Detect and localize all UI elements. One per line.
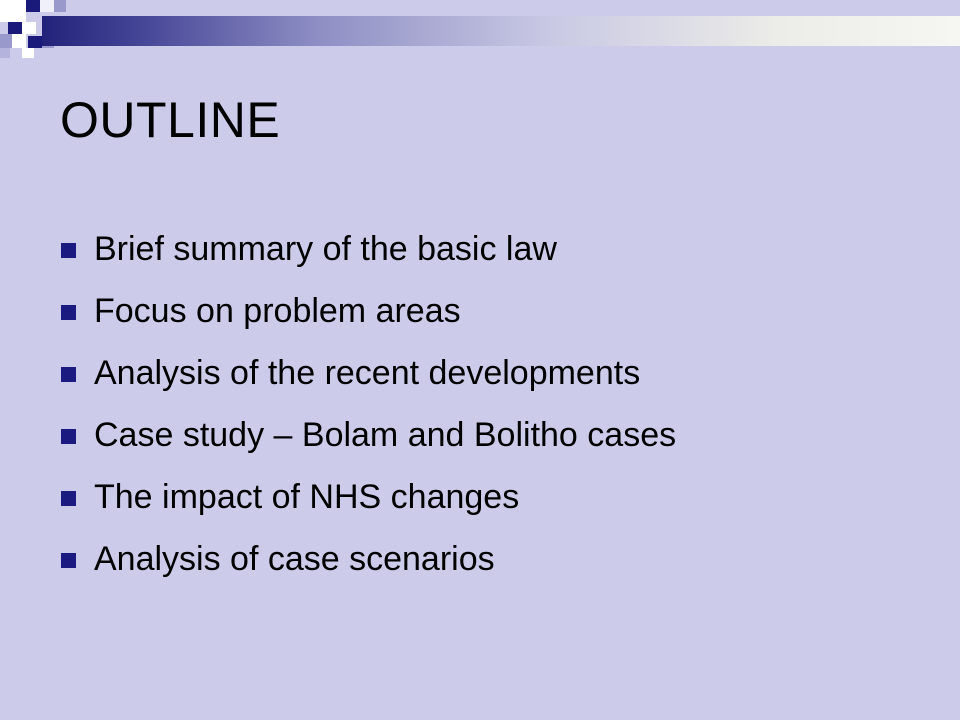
square-bullet-icon <box>61 491 76 506</box>
bullet-text: Brief summary of the basic law <box>94 230 557 268</box>
decorative-square <box>54 0 66 12</box>
decorative-gradient-bar <box>42 16 960 46</box>
bullet-item <box>60 342 920 404</box>
decorative-square <box>0 0 26 22</box>
bullet-text: Analysis of the recent developments <box>94 354 641 392</box>
square-bullet-icon <box>61 305 76 320</box>
square-bullet-icon <box>61 553 76 568</box>
bullet-text: Analysis of case scenarios <box>94 540 495 578</box>
decorative-square <box>26 0 40 12</box>
bullet-text: The impact of NHS changes <box>94 478 520 516</box>
decorative-square <box>12 34 26 48</box>
decorative-square <box>22 22 36 34</box>
decorative-square <box>40 0 54 12</box>
square-bullet-icon <box>61 243 76 258</box>
bullet-item <box>60 218 920 280</box>
bullet-text: Focus on problem areas <box>94 292 461 330</box>
bullet-item <box>60 280 920 342</box>
bullet-item <box>60 466 920 528</box>
decorative-square <box>22 48 34 58</box>
square-bullet-icon <box>61 429 76 444</box>
bullet-text: Case study – Bolam and Bolitho cases <box>94 416 677 454</box>
slide-title: OUTLINE <box>60 92 281 148</box>
bullet-item <box>60 528 920 590</box>
decorative-square <box>28 36 42 48</box>
square-bullet-icon <box>61 367 76 382</box>
decorative-square <box>8 22 22 34</box>
bullet-item <box>60 404 920 466</box>
decorative-square <box>0 34 12 48</box>
decorative-square <box>0 48 10 58</box>
bullet-list <box>60 218 920 590</box>
